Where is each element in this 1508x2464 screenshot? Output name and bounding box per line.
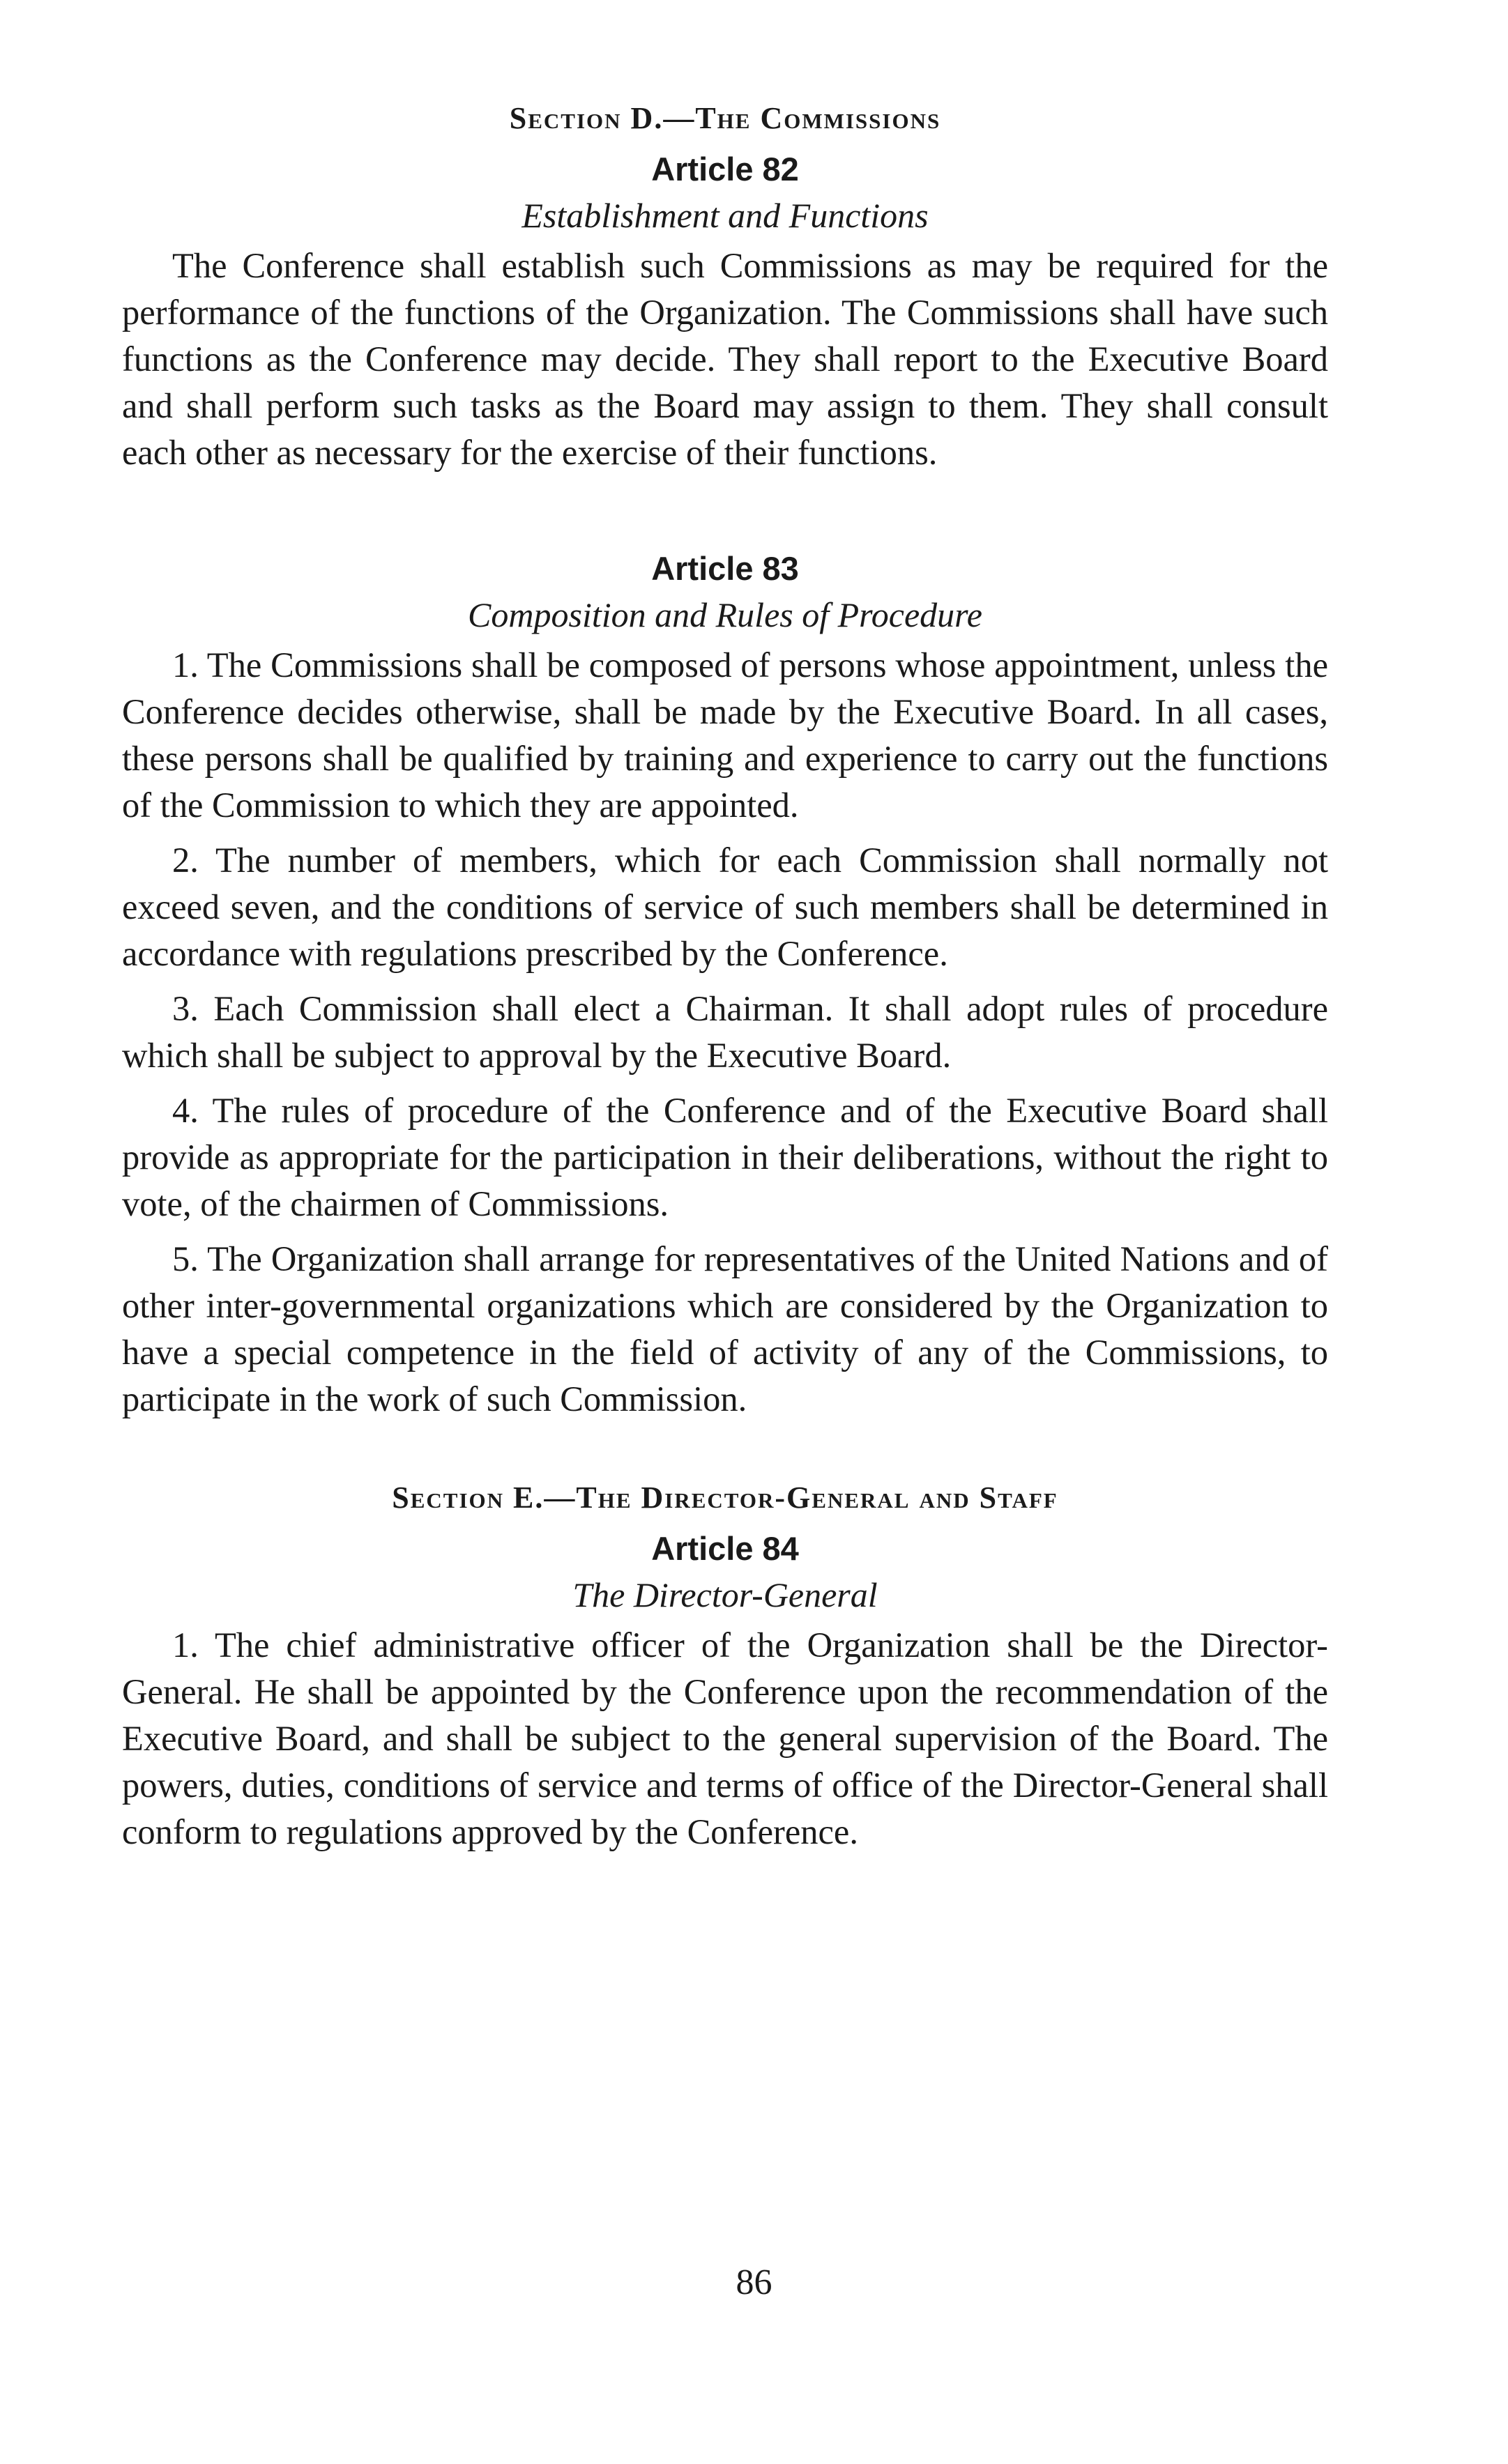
document-page: [122, 98, 1328, 1864]
article-84-title: Article 84: [651, 1530, 799, 1567]
article-84-paragraph-1: 1. The chief administrative officer of the Organization shall be the Director-General. He shall be appointed by the Conference upon the recommendation of the Executive Board, and shall be subject to the general supervision of the Board. The powers, duties, conditions of service and terms of office of the Director-General shall conform to regulations approved by the Conference.: [122, 1625, 1328, 1851]
article-83-paragraph-5: 5. The Organization shall arrange for representatives of the United Nations and of other inter-governmental organizations which are considered by the Organization to have a special competence in the field of activity of any of the Commissions, to participate in the work of such Commission.: [122, 1239, 1328, 1418]
section-e-heading: Section E.—The Director-General and Staff: [392, 1480, 1058, 1515]
article-82-subtitle: Establishment and Functions: [521, 196, 929, 235]
article-82-paragraph: The Conference shall establish such Commissions as may be required for the performance of the functions of the Organization. The Commissions shall have such functions as the Conference may decide. They shall report to the Executive Board and shall perform such tasks as the Board may assign to them. They shall consult each other as necessary for the exercise of their functions.: [122, 246, 1328, 472]
article-82-title: Article 82: [651, 151, 799, 188]
section-d-heading: Section D.—The Commissions: [509, 101, 941, 135]
spacer: [122, 1431, 1328, 1477]
article-83-paragraph-1: 1. The Commissions shall be composed of persons whose appointment, unless the Conference decides otherwise, shall be made by the Executive Board. In all cases, these persons shall be qualified by training and experience to carry out the functions of the Commission to which they are appointed.: [122, 645, 1328, 825]
article-83-paragraph-3: 3. Each Commission shall elect a Chairman. It shall adopt rules of procedure which shall be subject to approval by the Executive Board.: [122, 989, 1328, 1075]
article-83-paragraph-2: 2. The number of members, which for each Commission shall normally not exceed seven, and the conditions of service of such members shall be determined in accordance with regulations prescribed by the Conference.: [122, 841, 1328, 973]
page-number: 86: [736, 2263, 772, 2302]
article-83-title: Article 83: [651, 550, 799, 587]
article-84-subtitle: The Director-General: [572, 1575, 878, 1614]
article-83-subtitle: Composition and Rules of Procedure: [468, 595, 982, 634]
spacer: [122, 484, 1328, 539]
article-83-paragraph-4: 4. The rules of procedure of the Conference and of the Executive Board shall provide as appropriate for the participation in their deliberations, without the right to vote, of the chairmen of Commissions.: [122, 1091, 1328, 1223]
